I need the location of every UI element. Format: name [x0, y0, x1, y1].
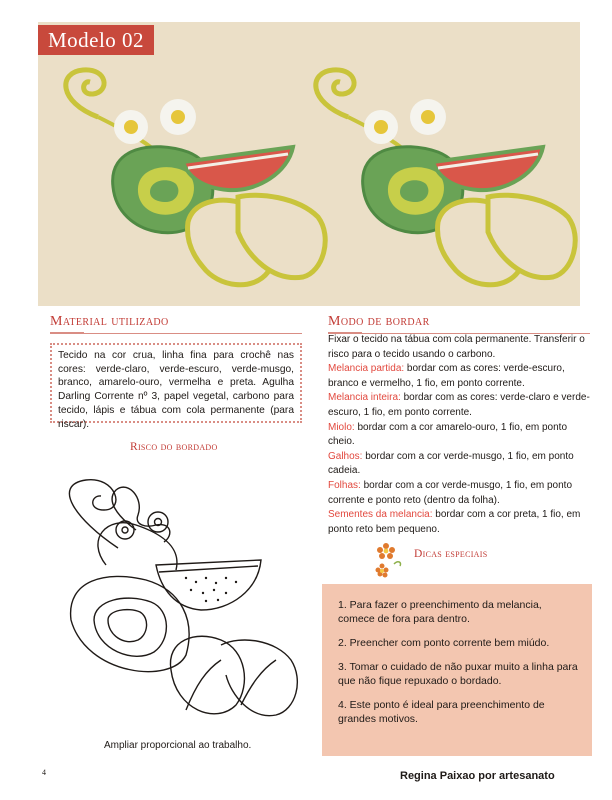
dica-item: 4. Este ponto é ideal para preenchimento de grandes motivos. — [338, 699, 545, 725]
modo-step-text: bordar com a cor verde-musgo, 1 fio, em ponto corrente e ponto reto (dentro da folha). — [328, 479, 573, 506]
material-title-rule-accent — [50, 332, 84, 334]
modo-step-label: Galhos: — [328, 450, 363, 462]
material-title-rule — [50, 333, 302, 334]
modo-step-text: bordar com a cor preta, 1 fio, em ponto reto bem pequeno. — [328, 509, 581, 535]
modo-step-label: Sementes da melancia: — [328, 509, 433, 521]
modo-step — [328, 508, 590, 537]
pattern-caption: Ampliar proporcional ao trabalho. — [104, 740, 252, 751]
modo-step-text: bordar com a cor verde-musgo, 1 fio, em ponto cadeia. — [328, 450, 574, 477]
modo-instructions — [328, 333, 590, 537]
flowers-icon — [372, 540, 412, 580]
dica-item: 3. Tomar o cuidado de não puxar muito a linha para que não fique repuxado o bordado. — [338, 661, 578, 687]
modo-step — [328, 362, 590, 391]
modo-title: Modo de bordar — [328, 314, 430, 329]
modo-step-label: Melancia inteira: — [328, 392, 401, 404]
modo-step-label: Folhas: — [328, 479, 361, 491]
modo-step-label: Miolo: — [328, 421, 355, 433]
embroidery-photo — [38, 22, 580, 306]
dicas-list — [338, 598, 581, 736]
modo-step — [328, 421, 590, 450]
modo-step-text: bordar com as cores: verde-escuro, branco e vermelho, 1 fio, em ponto corrente. — [328, 363, 565, 389]
modo-step-text: bordar com a cor amarelo-ouro, 1 fio, em ponto cheio. — [328, 421, 568, 448]
modo-step-label: Melancia partida: — [328, 363, 405, 375]
dica-item: 1. Para fazer o preenchimento da melancia, comece de fora para dentro. — [338, 599, 542, 625]
credit-text: Regina Paixao por artesanato — [400, 770, 555, 782]
modo-intro: Fixar o tecido na tábua com cola permanente. Transferir o risco para o tecido usando o carbono. — [328, 334, 585, 360]
dicas-title: Dicas especiais — [414, 548, 488, 560]
material-box — [50, 343, 302, 430]
risco-title: Risco do bordado — [130, 441, 218, 453]
dica-item: 2. Preencher com ponto corrente bem miúdo. — [338, 637, 550, 649]
modo-step — [328, 479, 590, 508]
modo-step — [328, 391, 590, 420]
modo-step-text: bordar com as cores: verde-claro e verde-escuro, 1 fio, em ponto corrente. — [328, 392, 590, 418]
material-title: Material utilizado — [50, 314, 169, 329]
dicas-box — [322, 584, 592, 756]
material-text: Tecido na cor crua, linha fina para crochê nas cores: verde-claro, verde-escuro, verde-musgo, branco, amarelo-ouro, vermelha e preta. Agulha Darling Corrente nº 3, papel vegetal, carbono para tecido, lápis e tábua com cola permanente (para riscar). — [58, 350, 294, 430]
embroidery-photo-illustration — [38, 22, 580, 306]
model-label: Modelo 02 — [38, 25, 154, 55]
modo-step — [328, 450, 590, 479]
embroidery-pattern-drawing — [46, 470, 308, 732]
page-number: 4 — [42, 768, 46, 777]
